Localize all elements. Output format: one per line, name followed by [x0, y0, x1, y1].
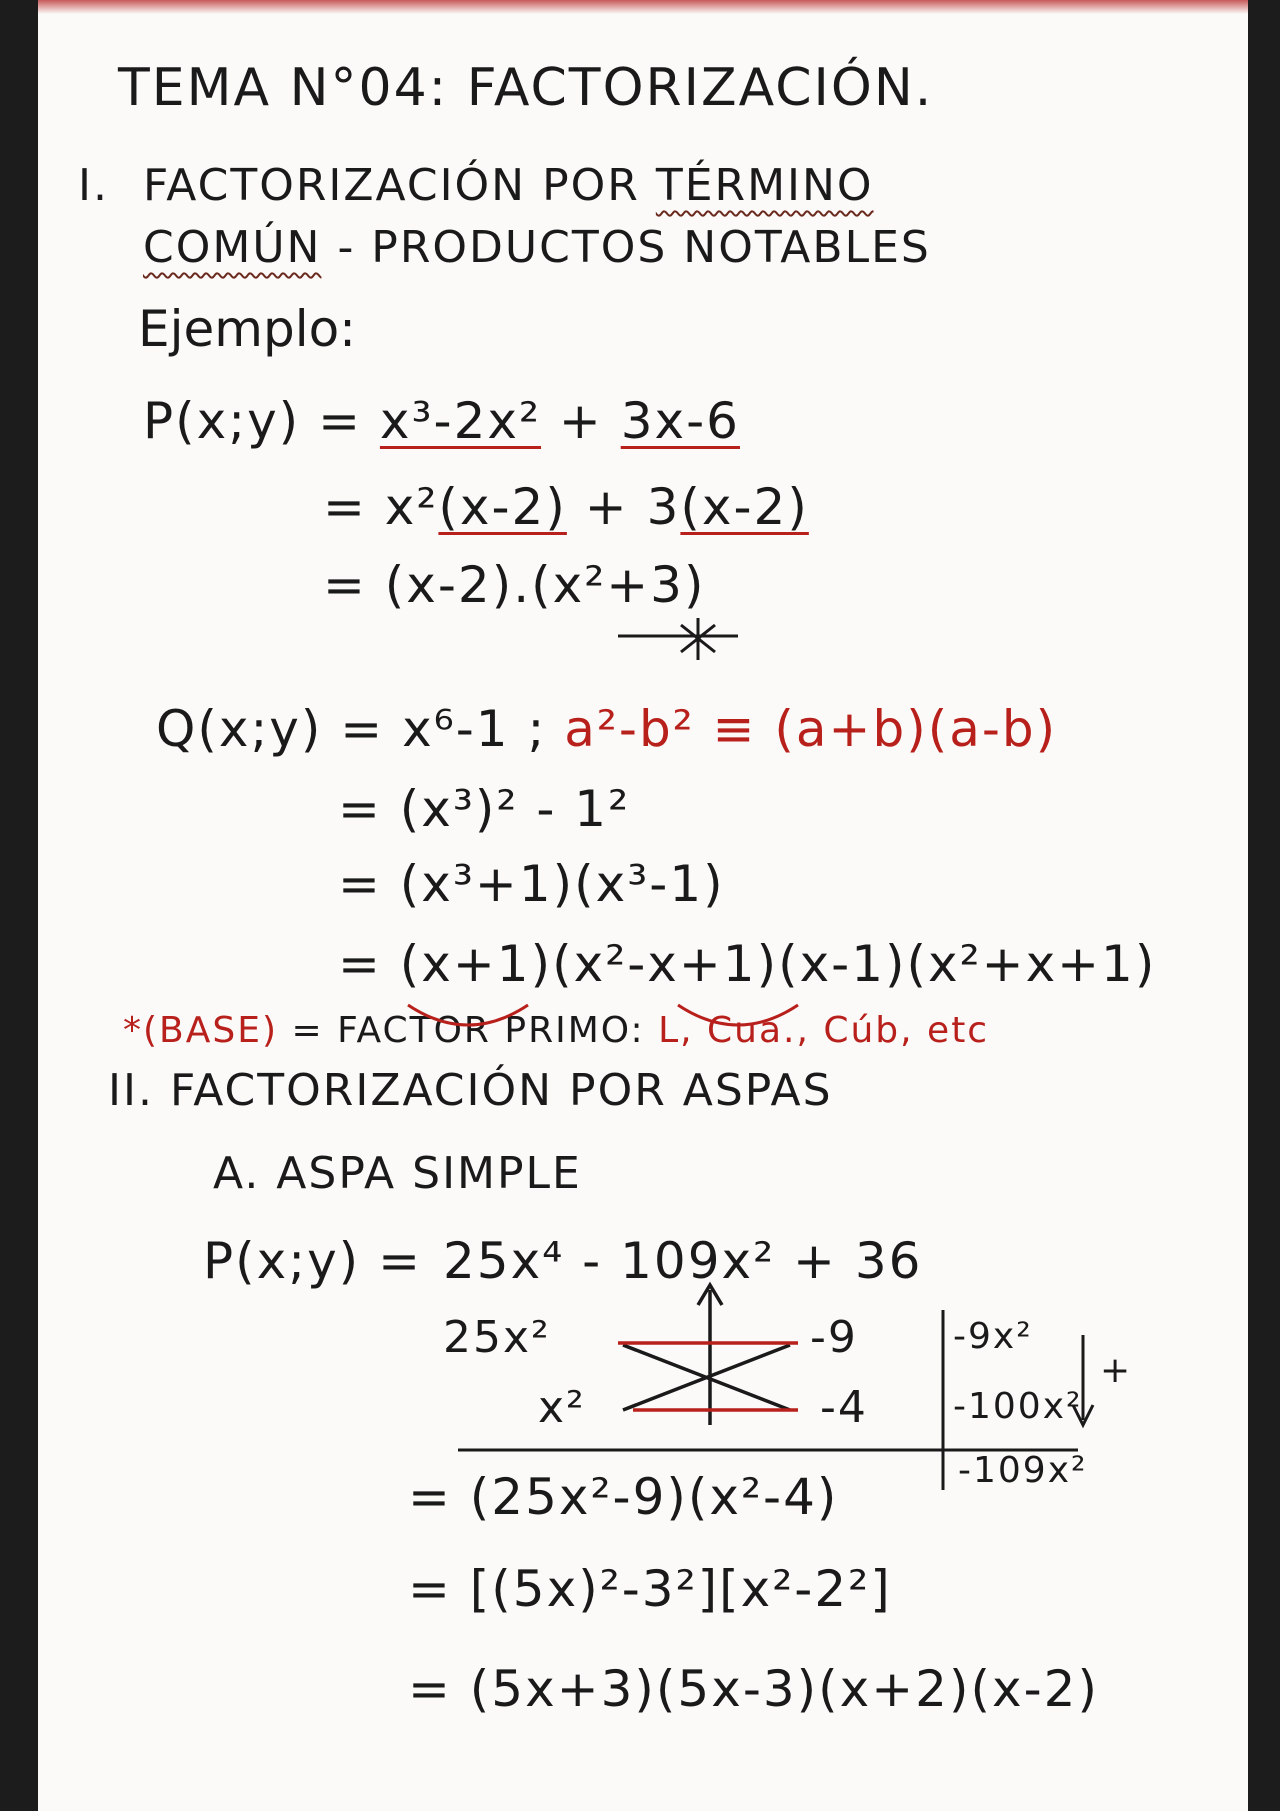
q-equation-line-2: = (x³)² - 1²	[338, 780, 631, 838]
factor-note-base: *(BASE)	[123, 1010, 279, 1051]
p-step-2: = (x-2).(x²+3)	[323, 556, 706, 614]
notebook-page	[38, 0, 1248, 1811]
section-1-title-part-a: FACTORIZACIÓN POR	[143, 160, 640, 211]
aspa-right-bottom: -4	[820, 1382, 868, 1433]
aspa-result-3: = (5x+3)(5x-3)(x+2)(x-2)	[408, 1660, 1099, 1718]
p-term-2: 3x-6	[620, 392, 740, 450]
page-title: TEMA N°04: FACTORIZACIÓN.	[118, 58, 934, 118]
handwritten-marks	[38, 0, 1248, 1811]
aspa-cross	[623, 1285, 790, 1425]
p-plus: +	[541, 392, 621, 450]
subsection-a-title: A. ASPA SIMPLE	[213, 1148, 582, 1199]
aspa-left-bottom: x²	[538, 1382, 586, 1433]
factor-note-mid: = FACTOR PRIMO:	[278, 1010, 659, 1051]
p-step-1d: (x-2)	[680, 478, 809, 536]
q-equation-line-4: = (x+1)(x²-x+1)(x-1)(x²+x+1)	[338, 935, 1157, 993]
result-asterisk	[618, 618, 738, 660]
section-1-number: I.	[78, 160, 109, 211]
aspa-product-1: -9x²	[953, 1316, 1033, 1357]
p-step-1c: + 3	[566, 478, 681, 536]
aspa-sum-sign: +	[1100, 1350, 1133, 1391]
p-step-1a: = x²	[323, 478, 439, 536]
q-equation-line-3: = (x³+1)(x³-1)	[338, 855, 725, 913]
p-lhs: P(x;y) =	[143, 392, 362, 450]
aspa-product-sum: -109x²	[958, 1450, 1088, 1491]
aspa-lhs: P(x;y) =	[203, 1232, 422, 1290]
aspa-result-2: = [(5x)²-3²][x²-2²]	[408, 1560, 892, 1618]
p-term-1: x³-2x²	[379, 392, 542, 450]
aspa-right-top: -9	[810, 1312, 858, 1363]
aspa-bracket	[943, 1310, 1093, 1490]
identity-note: a²-b² ≡ (a+b)(a-b)	[564, 700, 1058, 758]
p-step-1b: (x-2)	[438, 478, 567, 536]
section-1-title-part-d: - PRODUCTOS NOTABLES	[337, 222, 931, 273]
aspa-left-top: 25x²	[443, 1312, 551, 1363]
q-lhs: Q(x;y) = x⁶-1 ;	[156, 700, 547, 758]
factor-note-types: L, Cua., Cúb, etc	[658, 1010, 990, 1051]
section-1-title-part-c: COMÚN	[143, 222, 322, 273]
section-2-heading: FACTORIZACIÓN POR ASPAS	[169, 1065, 833, 1116]
example-label: Ejemplo:	[138, 300, 357, 358]
section-1-title-part-b: TÉRMINO	[655, 160, 874, 211]
aspa-polynomial: 25x⁴ - 109x² + 36	[443, 1232, 923, 1290]
aspa-product-2: -100x²	[953, 1386, 1083, 1427]
factor-arrows	[408, 1005, 798, 1025]
section-2-number: II.	[108, 1065, 154, 1116]
aspa-result-1: = (25x²-9)(x²-4)	[408, 1468, 839, 1526]
